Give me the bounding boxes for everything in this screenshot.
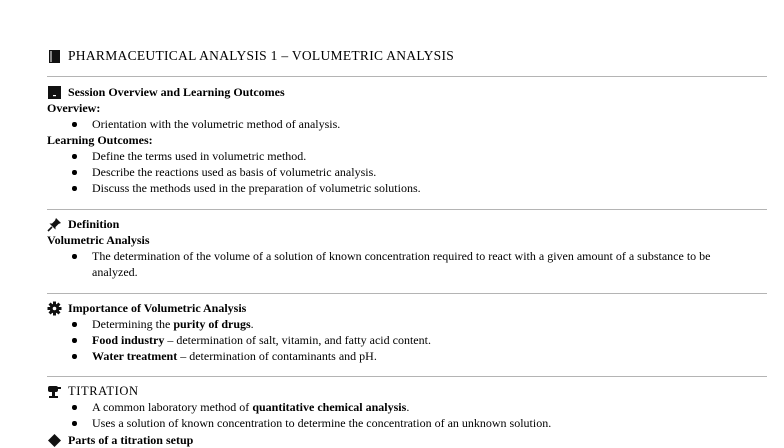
section-heading: Definition [47,216,747,232]
list-item: A common laboratory method of quantitative chemical analysis. [47,399,747,415]
definition-term: Volumetric Analysis [47,233,150,247]
section-heading: TITRATION [47,383,747,399]
definition-list [47,248,747,280]
diamond-icon [47,433,62,448]
section-importance [47,300,747,364]
list-item: Describe the reactions used as basis of volumetric analysis. [47,164,747,180]
list-item: Water treatment – determination of contaminants and pH. [47,348,747,364]
page-title-text: PHARMACEUTICAL ANALYSIS 1 – VOLUMETRIC ANALYSIS [68,48,455,63]
section-overview [47,84,747,196]
square-icon [47,85,62,100]
importance-list [47,316,747,364]
outcomes-label: Learning Outcomes: [47,133,153,147]
divider [47,209,767,210]
list-item: Determining the purity of drugs. [47,316,747,332]
section-heading: Parts of a titration setup [47,432,747,448]
divider [47,293,767,294]
section-heading: Session Overview and Learning Outcomes [47,84,747,100]
microscope-icon [47,384,62,399]
overview-label: Overview: [47,101,101,115]
outcomes-list [47,148,747,196]
list-item: Orientation with the volumetric method of analysis. [47,116,747,132]
pushpin-icon [47,217,62,232]
page-title [47,48,454,64]
divider [47,76,767,77]
divider [47,376,767,377]
list-item: The determination of the volume of a solution of known concentration required to react with a given amount of a substance to be analyzed. [47,248,747,280]
list-item: Define the terms used in volumetric method. [47,148,747,164]
list-item: Uses a solution of known concentration to determine the concentration of an unknown solution. [47,415,747,431]
section-definition [47,216,747,280]
list-item: Food industry – determination of salt, vitamin, and fatty acid content. [47,332,747,348]
overview-list [47,116,747,132]
section-heading: Importance of Volumetric Analysis [47,300,747,316]
list-item: Discuss the methods used in the preparation of volumetric solutions. [47,180,747,196]
gear-icon [47,301,62,316]
book-icon [47,49,62,64]
section-titration [47,383,747,448]
titration-list [47,399,747,431]
